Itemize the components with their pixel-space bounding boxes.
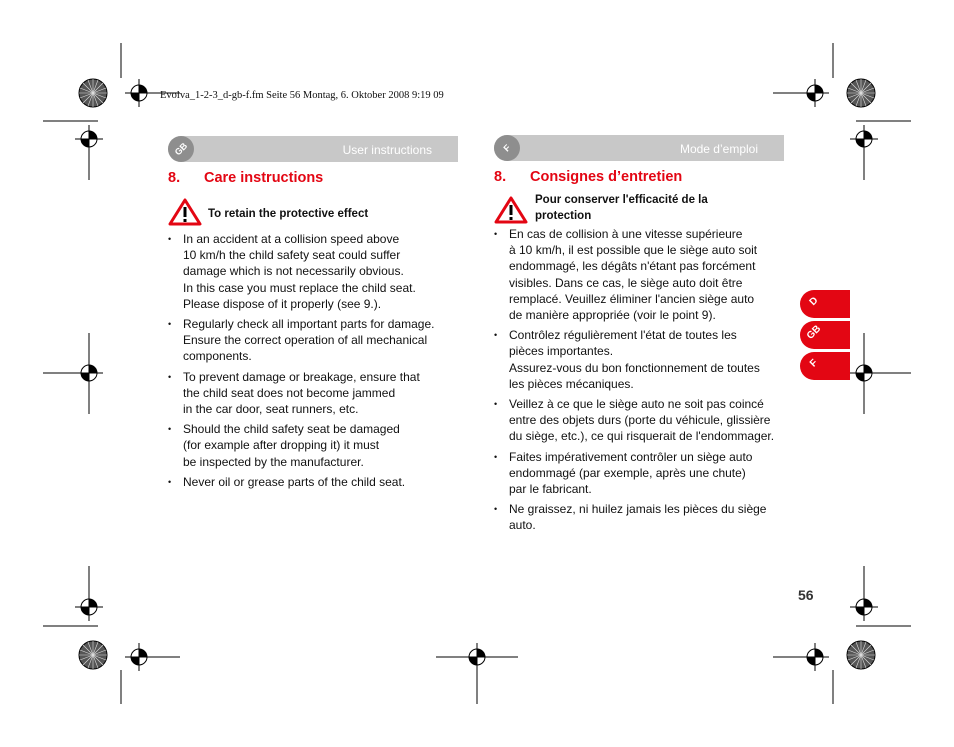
section-title-text: Care instructions: [204, 170, 324, 186]
warning-text: To retain the protective effect: [208, 208, 369, 220]
warning-icon: [494, 196, 528, 224]
warning-block-en: [168, 198, 368, 226]
list-item: • Regularly check all important parts for damage. Ensure the correct operation of all mechanical components.: [168, 316, 468, 365]
section-title-text: Consignes d’entretien: [530, 169, 683, 185]
tab-label: User instructions: [342, 143, 432, 157]
list-item: • Veillez à ce que le siège auto ne soit pas coincé entre des objets durs (porte du véhicule, glissière du siège, etc.), ce qui risquerait de l'endommager.: [494, 396, 794, 445]
tab-label: Mode d’emploi: [679, 142, 758, 156]
list-item: • Should the child safety seat be damaged (for example after dropping it) it must be inspected by the manufacturer.: [168, 421, 468, 470]
section-number: 8.: [168, 170, 181, 186]
file-header: Evolva_1-2-3_d-gb-f.fm Seite 56 Montag, 6. Oktober 2008 9:19 09: [160, 90, 444, 101]
list-item: • To prevent damage or breakage, ensure that the child seat does not become jammed in the car door, seat runners, etc.: [168, 369, 468, 418]
side-tab-label: GB: [804, 323, 824, 342]
tab-bar-f: [494, 135, 784, 161]
page-number: 56: [798, 587, 814, 603]
list-item: • Ne graissez, ni huilez jamais les pièces du siège auto.: [494, 501, 794, 533]
warning-text: Pour conserver l'efficacité de la protection: [535, 194, 708, 222]
side-tab-label: D: [807, 295, 821, 308]
list-item: • En cas de collision à une vitesse supérieure à 10 km/h, il est possible que le siège auto soit endommagé, les dégâts n'étant pas forcément visibles. Dans ce cas, le siège auto doit être remplacé. Veuillez éliminer l'ancien siège auto de manière appropriée (voir le point 9).: [494, 226, 794, 323]
side-tab-f[interactable]: [800, 352, 850, 380]
section-title-fr: [494, 169, 682, 185]
list-item: • Faites impérativement contrôler un siège auto endommagé (par exemple, après une chute) par le fabricant.: [494, 449, 794, 498]
list-item: • In an accident at a collision speed above 10 km/h the child safety seat could suffer damage which is not necessarily obvious. In this case you must replace the child seat. Please dispose of it properly (see 9.).: [168, 231, 468, 312]
tab-bar-gb: [168, 136, 458, 162]
list-item: • Never oil or grease parts of the child seat.: [168, 474, 468, 490]
section-number: 8.: [494, 169, 507, 185]
warning-block-fr: [494, 192, 708, 224]
side-tab-gb[interactable]: [800, 321, 850, 349]
side-tab-label: F: [807, 357, 821, 370]
list-item: • Contrôlez régulièrement l'état de toutes les pièces importantes. Assurez-vous du bon fonctionnement de toutes les pièces mécaniques.: [494, 327, 794, 392]
section-title-en: [168, 170, 323, 186]
warning-icon: [168, 198, 202, 226]
instruction-list-fr: [494, 226, 794, 538]
instruction-list-en: [168, 231, 468, 494]
lang-badge-f: F: [489, 130, 526, 167]
side-tab-d[interactable]: [800, 290, 850, 318]
lang-badge-gb: GB: [163, 131, 200, 168]
